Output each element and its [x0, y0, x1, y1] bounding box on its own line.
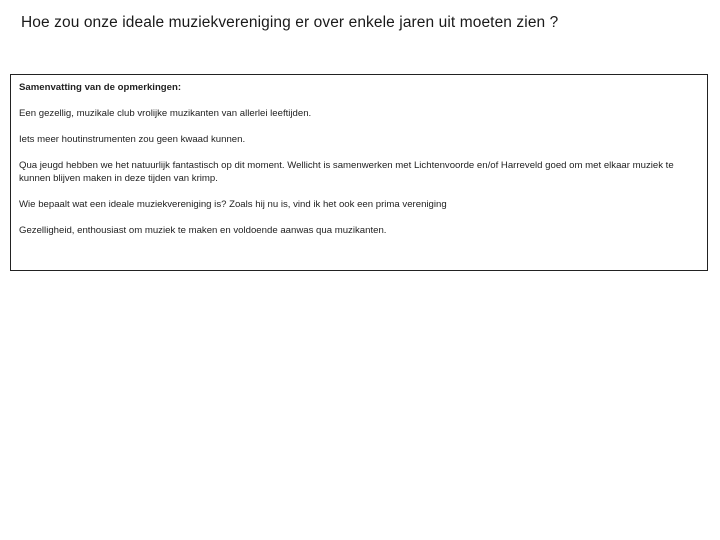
summary-remark: Gezelligheid, enthousiast om muziek te maken en voldoende aanwas qua muzikanten.: [19, 224, 387, 236]
page-title: Hoe zou onze ideale muziekvereniging er over enkele jaren uit moeten zien ?: [21, 14, 559, 31]
summary-remark: Qua jeugd hebben we het natuurlijk fantastisch op dit moment. Wellicht is samenwerken met Lichtenvoorde en/of Harreveld goed om met elkaar muziek te kunnen blijven maken in deze tijden van krimp.: [19, 160, 674, 184]
summary-heading: Samenvatting van de opmerkingen:: [19, 82, 182, 93]
summary-box: [10, 74, 708, 271]
summary-remark: Wie bepaalt wat een ideale muziekvereniging is? Zoals hij nu is, vind ik het ook een prima vereniging: [19, 198, 447, 210]
summary-remark: Iets meer houtinstrumenten zou geen kwaad kunnen.: [19, 134, 246, 145]
summary-remark: Een gezellig, muzikale club vrolijke muzikanten van allerlei leeftijden.: [19, 108, 312, 119]
